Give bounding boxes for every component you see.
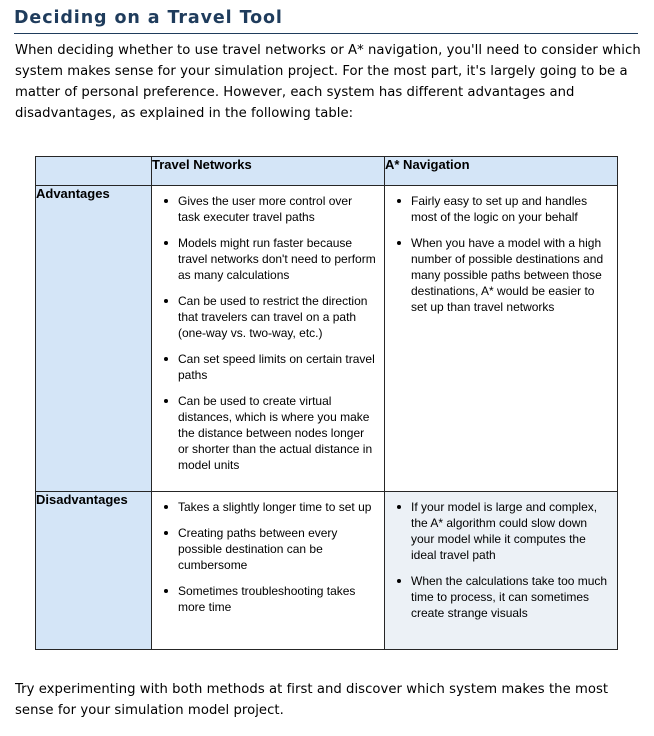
list-item: Creating paths between every possible destination can be cumbersome	[178, 525, 376, 573]
list-item: Can be used to restrict the direction that travelers can travel on a path (one-way vs. two-way, etc.)	[178, 293, 376, 341]
comparison-table	[35, 156, 618, 650]
disadvantages-row	[36, 492, 618, 650]
list-item: When the calculations take too much time to process, it can sometimes create strange visuals	[411, 574, 608, 620]
advantages-travel-networks-cell	[152, 186, 385, 492]
disadvantages-astar-cell	[385, 492, 618, 650]
list-item: Models might run faster because travel networks don't need to perform as many calculations	[178, 236, 376, 282]
list-item: Takes a slightly longer time to set up	[178, 499, 376, 515]
intro-paragraph: When deciding whether to use travel networks or A* navigation, you'll need to consider which system makes sense for your simulation project. For the most part, it's largely going to be a matter of personal preference. However, each system has different advantages and disadvantages, as explained in the following table:	[15, 43, 641, 121]
list-item: Gives the user more control over task executer travel paths	[178, 193, 376, 225]
header-astar-navigation: A* Navigation	[385, 157, 618, 186]
header-travel-networks: Travel Networks	[152, 157, 385, 186]
header-corner-cell	[36, 157, 152, 186]
section-heading: Deciding on a Travel Tool	[14, 6, 638, 34]
list-item: Can be used to create virtual distances, which is where you make the distance between nodes longer or shorter than the actual distance in model units	[178, 393, 376, 473]
list-item: Sometimes troubleshooting takes more time	[178, 583, 376, 615]
list-item: If your model is large and complex, the A* algorithm could slow down your model while it computes the ideal travel path	[411, 499, 609, 563]
advantages-travel-networks-list	[152, 186, 384, 473]
advantages-row	[36, 186, 618, 492]
advantages-astar-cell	[385, 186, 618, 492]
advantages-astar-list	[385, 186, 617, 315]
disadvantages-travel-networks-list	[152, 492, 384, 615]
table-header-row	[36, 157, 618, 186]
row-label-disadvantages: Disadvantages	[36, 492, 152, 650]
closing-paragraph: Try experimenting with both methods at first and discover which system makes the most sense for your simulation model project.	[15, 682, 609, 718]
list-item: When you have a model with a high number of possible destinations and many possible paths between those destinations, A* would be easier to set up than travel networks	[411, 235, 609, 315]
list-item: Fairly easy to set up and handles most of the logic on your behalf	[411, 193, 609, 225]
disadvantages-astar-list	[385, 492, 617, 621]
row-label-advantages: Advantages	[36, 186, 152, 492]
list-item: Can set speed limits on certain travel paths	[178, 352, 375, 382]
disadvantages-travel-networks-cell	[152, 492, 385, 650]
